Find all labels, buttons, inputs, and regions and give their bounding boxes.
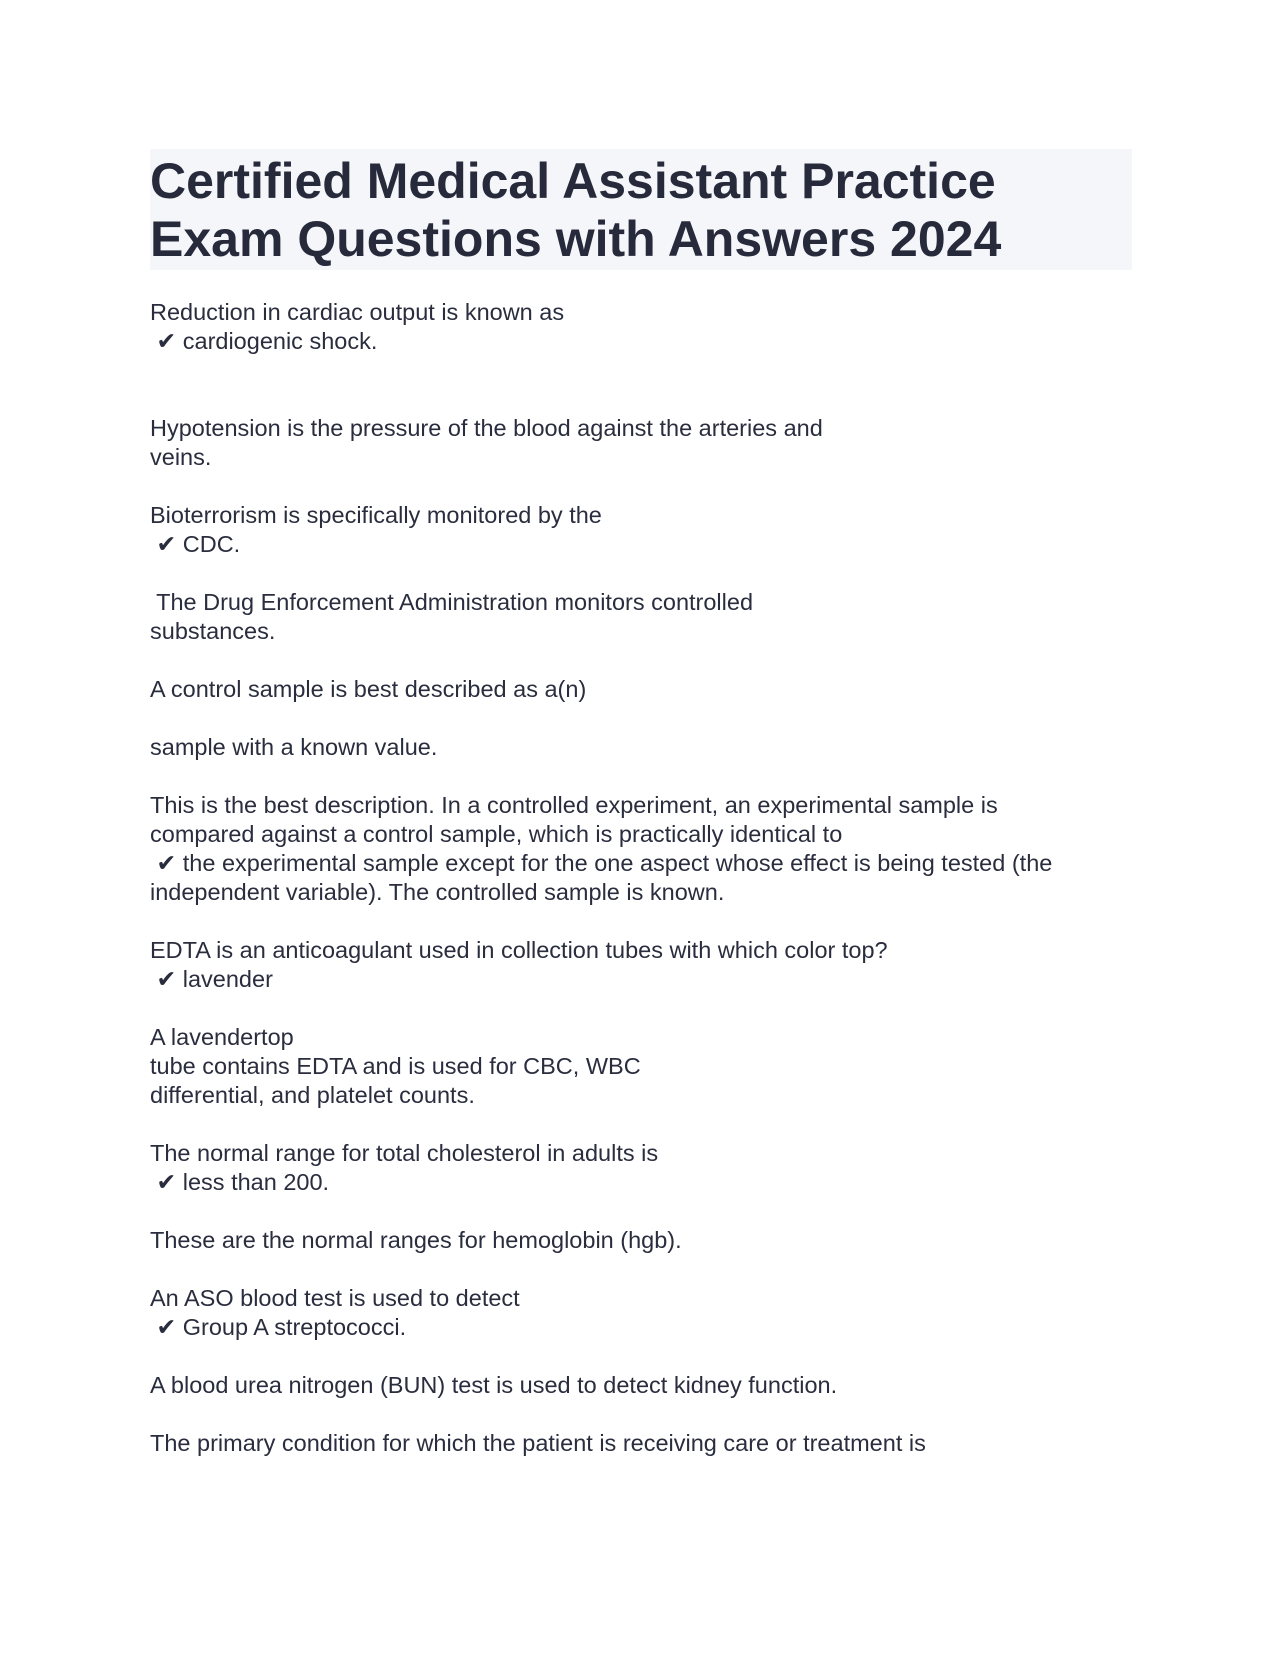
title-line-1: Certified Medical Assistant Practice — [150, 153, 996, 209]
spacer — [150, 907, 1132, 936]
answer-line: ✔ lavender — [150, 966, 273, 992]
text-line: tube contains EDTA and is used for CBC, WBC — [150, 1053, 641, 1079]
document-body — [150, 298, 1132, 1458]
question-line: The primary condition for which the patient is receiving care or treatment is — [150, 1430, 926, 1456]
question-line: EDTA is an anticoagulant used in collection tubes with which color top? — [150, 937, 888, 963]
spacer — [150, 1400, 1132, 1429]
text-line: A lavendertop — [150, 1024, 294, 1050]
answer-line: ✔ the experimental sample except for the one aspect whose effect is being tested (the — [150, 850, 1053, 876]
question-line: An ASO blood test is used to detect — [150, 1285, 520, 1311]
question-line: A control sample is best described as a(n) — [150, 676, 587, 702]
answer-line: ✔ less than 200. — [150, 1169, 330, 1195]
document-page — [150, 149, 1132, 1458]
answer-line: ✔ cardiogenic shock. — [150, 328, 378, 354]
text-line: compared against a control sample, which is practically identical to — [150, 821, 843, 847]
text-line: veins. — [150, 444, 212, 470]
page-title — [150, 152, 1132, 268]
spacer — [150, 356, 1132, 414]
spacer — [150, 762, 1132, 791]
title-block — [150, 149, 1132, 270]
text-line: differential, and platelet counts. — [150, 1082, 475, 1108]
text-line: A blood urea nitrogen (BUN) test is used to detect kidney function. — [150, 1372, 838, 1398]
spacer — [150, 559, 1132, 588]
question-line: Bioterrorism is specifically monitored by the — [150, 502, 602, 528]
answer-line: ✔ CDC. — [150, 531, 241, 557]
text-line: independent variable). The controlled sample is known. — [150, 879, 725, 905]
answer-line: ✔ Group A streptococci. — [150, 1314, 407, 1340]
spacer — [150, 646, 1132, 675]
question-line: Reduction in cardiac output is known as — [150, 299, 565, 325]
text-line: Hypotension is the pressure of the blood against the arteries and — [150, 415, 823, 441]
spacer — [150, 1197, 1132, 1226]
text-line: sample with a known value. — [150, 734, 438, 760]
question-line: The normal range for total cholesterol in adults is — [150, 1140, 659, 1166]
spacer — [150, 1342, 1132, 1371]
spacer — [150, 704, 1132, 733]
text-line: This is the best description. In a controlled experiment, an experimental sample is — [150, 792, 998, 818]
spacer — [150, 472, 1132, 501]
title-line-2: Exam Questions with Answers 2024 — [150, 211, 1002, 267]
spacer — [150, 994, 1132, 1023]
text-line: These are the normal ranges for hemoglobin (hgb). — [150, 1227, 682, 1253]
spacer — [150, 1255, 1132, 1284]
spacer — [150, 1110, 1132, 1139]
text-line: substances. — [150, 618, 276, 644]
text-line: The Drug Enforcement Administration monitors controlled — [150, 589, 754, 615]
